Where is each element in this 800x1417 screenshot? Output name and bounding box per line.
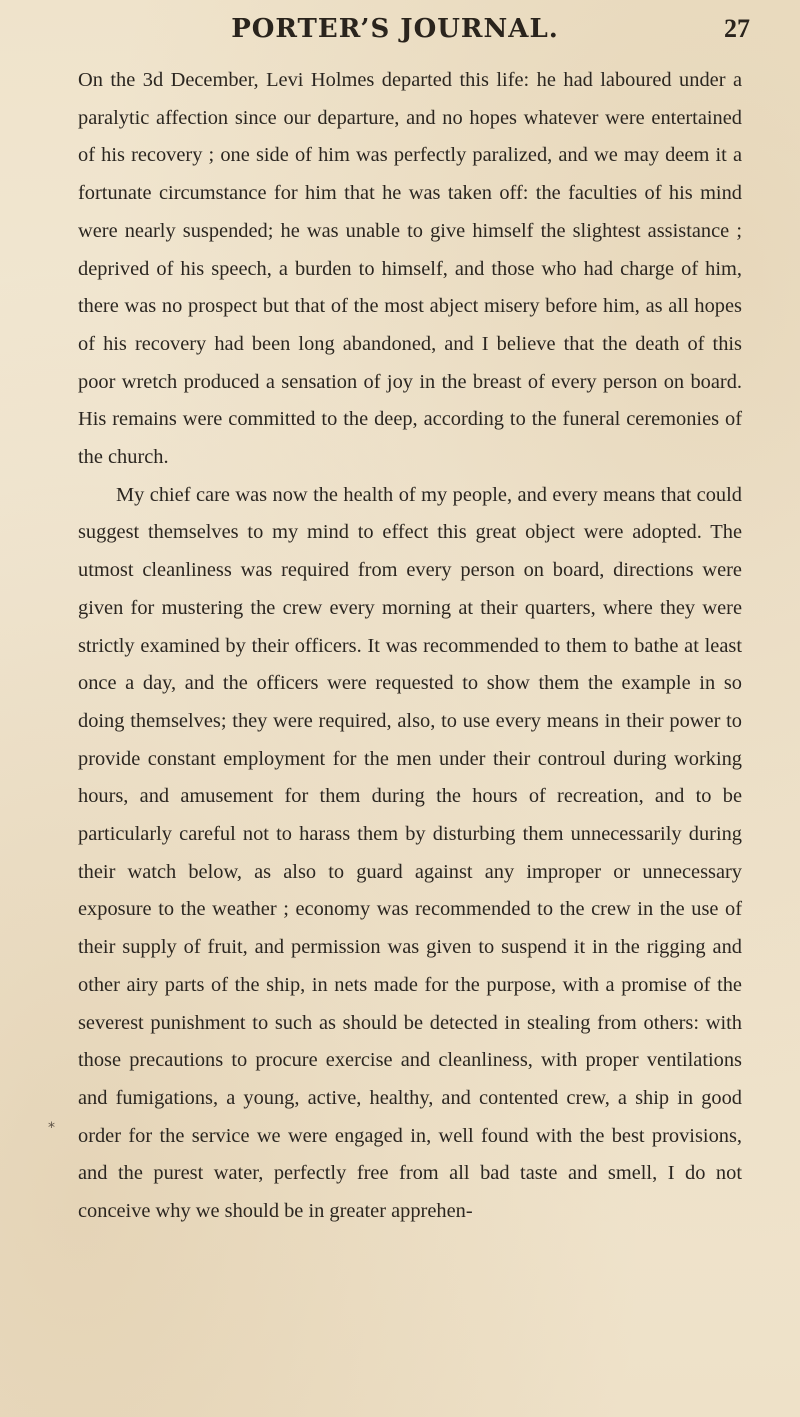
page-number: 27 — [724, 14, 750, 43]
journal-text — [78, 62, 742, 1231]
paragraph-holmes-death: On the 3d December, Levi Holmes departed this life: he had laboured under a paralytic affection since our departure, and no hopes whatever were entertained of his recovery ; one side of him was perfectly paralized, and we may deem it a fortunate circumstance for him that he was taken off: the faculties of his mind were nearly suspended; he was unable to give himself the slightest assistance ; deprived of his speech, a burden to himself, and those who had charge of him, there was no prospect but that of the most abject misery before him, as all hopes of his recovery had been long abandoned, and I believe that the death of this poor wretch produced a sensation of joy in the breast of every person on board. His remains were committed to the deep, according to the funeral ceremonies of the church. — [78, 69, 742, 469]
margin-mark: * — [48, 1120, 55, 1136]
page-header — [0, 14, 800, 60]
paragraph-crew-health: My chief care was now the health of my people, and every means that could suggest themselves to my mind to effect this great object were adopted. The utmost cleanliness was required from every person on board, directions were given for mustering the crew every morning at their quarters, where they were strictly examined by their officers. It was recommended to them to bathe at least once a day, and the officers were requested to show them the example in so doing themselves; they were required, also, to use every means in their power to provide constant employment for the men under their controul during working hours, and amusement for them during the hours of recreation, and to be particularly careful not to harass them by disturbing them unnecessarily during their watch below, as also to guard against any improper or unnecessary exposure to the weather ; economy was recommended to the crew in the use of their supply of fruit, and permission was given to suspend it in the rigging and other airy parts of the ship, in nets made for the purpose, with a promise of the severest punishment to such as should be detected in stealing from others: with those precautions to procure exercise and cleanliness, with proper ventilations and fumigations, a young, active, healthy, and contented crew, a ship in good order for the service we were engaged in, well found with the best provisions, and the purest water, perfectly free from all bad taste and smell, I do not conceive why we should be in greater apprehen- — [78, 483, 742, 1223]
running-head: PORTER’S JOURNAL. — [231, 14, 559, 44]
